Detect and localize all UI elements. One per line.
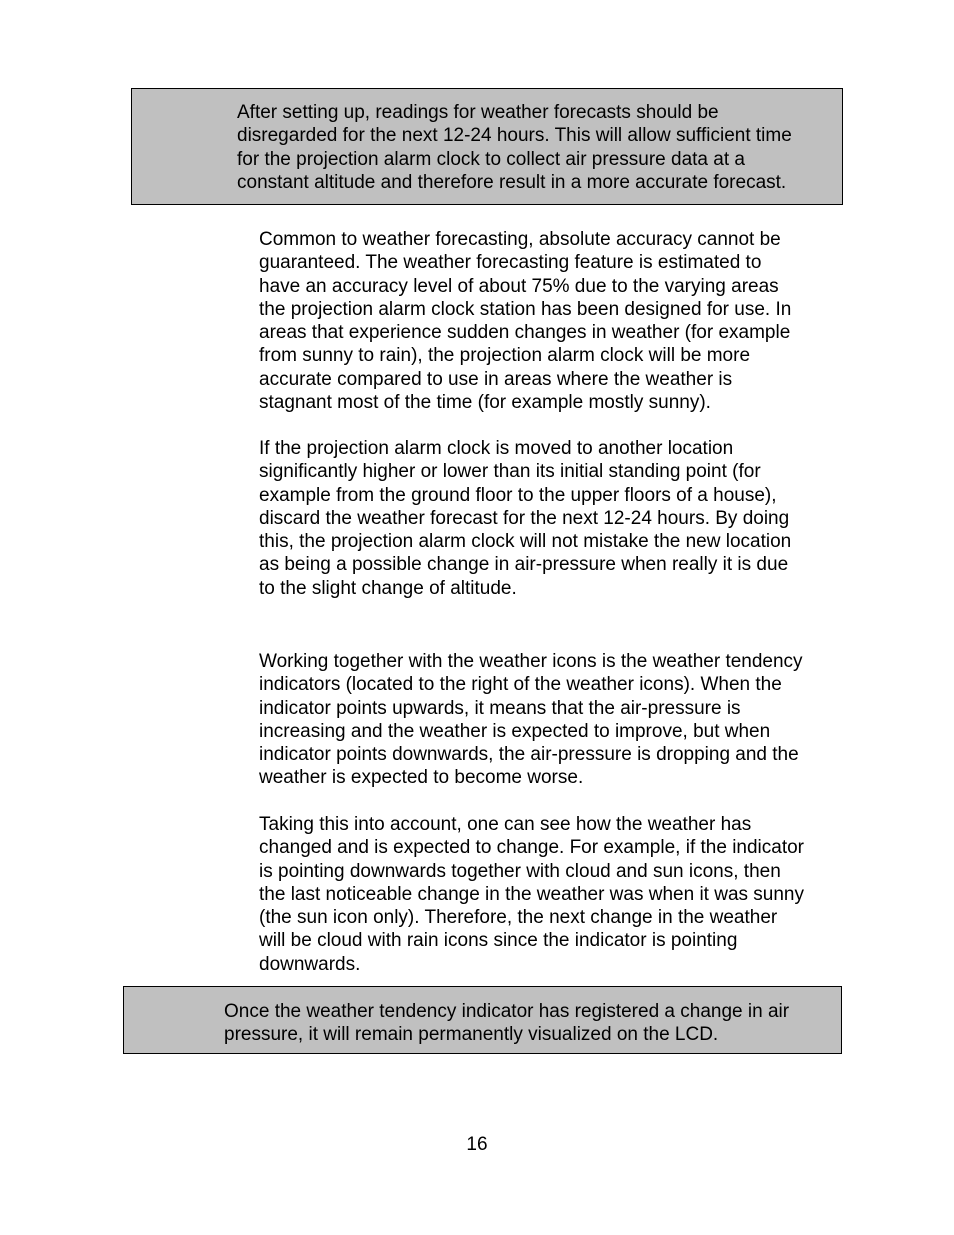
note-box-top <box>131 88 843 205</box>
note-box-bottom <box>123 986 842 1054</box>
paragraph-tendency-example: Taking this into account, one can see how the weather has changed and is expected to change. For example, if the indicator is pointing downwards together with cloud and sun icons, then the last noticeable change in the weather was when it was sunny (the sun icon only). Therefore, the next change in the weather will be cloud with rain icons since the indicator is pointing downwards. <box>259 814 805 975</box>
note-text-top: After setting up, readings for weather forecasts should be disregarded for the next 12-24 hours. This will allow sufficient time for the projection alarm clock to collect air pressure data at a constant altitude and therefore result in a more accurate forecast. <box>237 102 792 193</box>
page-number: 16 <box>466 1134 488 1155</box>
paragraph-relocation: If the projection alarm clock is moved to another location significantly higher or lower than its initial standing point (for example from the ground floor to the upper floors of a house), discard the weather forecast for the next 12-24 hours. By doing this, the projection alarm clock will not mistake the new location as being a possible change in air-pressure when really it is due to the slight change of altitude. <box>259 438 792 599</box>
paragraph-forecast-accuracy: Common to weather forecasting, absolute accuracy cannot be guaranteed. The weather forecasting feature is estimated to have an accuracy level of about 75% due to the varying areas the projection alarm clock station has been designed for use. In areas that experience sudden changes in weather (for example from sunny to rain), the projection alarm clock will be more accurate compared to use in areas where the weather is stagnant most of the time (for example mostly sunny). <box>259 229 792 414</box>
note-text-bottom: Once the weather tendency indicator has registered a change in air pressure, it will remain permanently visualized on the LCD. <box>224 1001 790 1046</box>
paragraph-tendency-indicators: Working together with the weather icons is the weather tendency indicators (located to the right of the weather icons). When the indicator points upwards, it means that the air-pressure is increasing and the weather is expected to improve, but when indicator points downwards, the air-pressure is dropping and the weather is expected to become worse. <box>259 651 803 789</box>
